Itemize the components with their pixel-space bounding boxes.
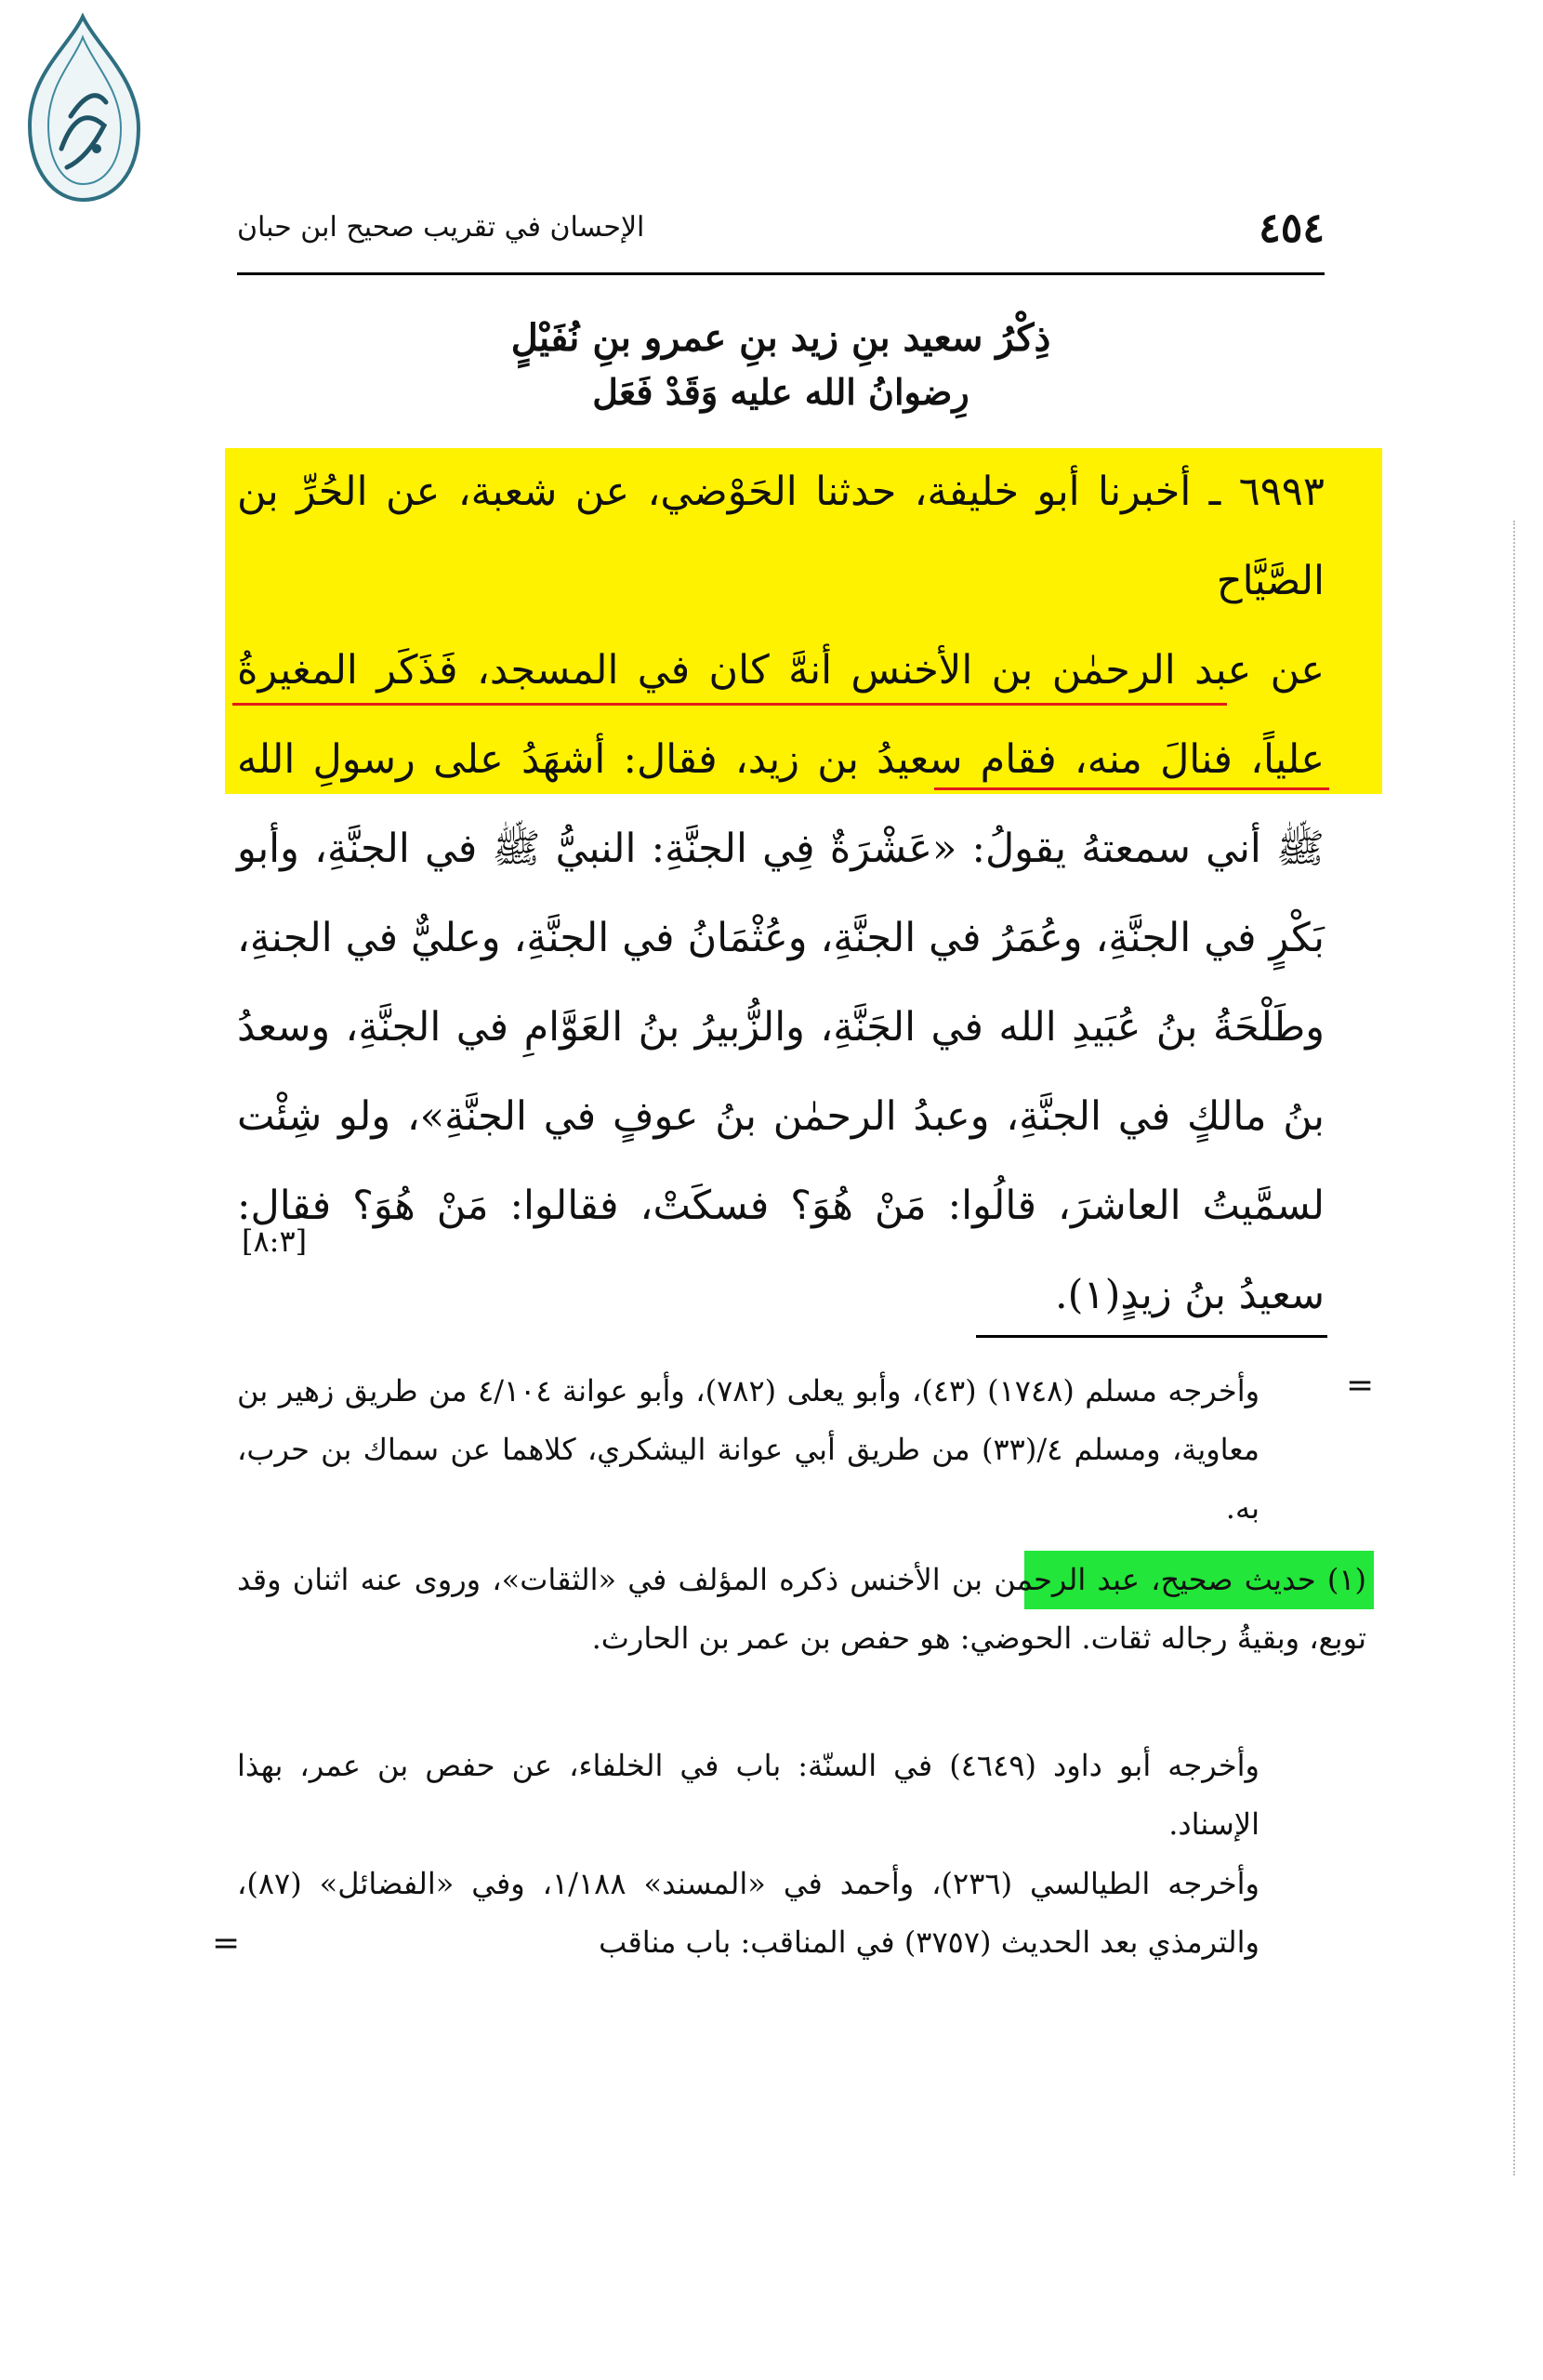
page-edge-mark [1513, 521, 1515, 2175]
footnote-separator [976, 1335, 1327, 1338]
section-title-line2: رِضوانُ الله عليه وَقَدْ فَعَل [592, 371, 969, 413]
hadith-matn: عن عبد الرحمٰن بن الأخنس أنهَّ كان في المسجد، فَذَكَر المغيرةُ علياً، فنالَ منه، فقام سعيدُ بن زيد، فقال: أشهَدُ على رسولِ الله ﷺ أني سمعتهُ يقولُ: «عَشْرَةٌ فِي الجنَّةِ: النبيُّ ﷺ في الجنَّةِ، وأبو بَكْرٍ في الجنَّةِ، وعُمَرُ في الجنَّةِ، وعُثْمَانُ في الجنَّةِ، وعليٌّ في الجنةِ، وطَلْحَةُ بنُ عُبَيدِ الله في الجَنَّةِ، والزُّبيرُ بنُ العَوَّامِ في الجنَّةِ، وسعدُ بنُ مالكٍ في الجنَّةِ، وعبدُ الرحمٰن بنُ عوفٍ في الجنَّةِ»، ولو شِئْت لسمَّيتُ العاشرَ، قالُوا: مَنْ هُوَ؟ فسكَتْ، فقالوا: مَنْ هُوَ؟ فقال: سعيدُ بنُ زيدٍ(١). [237, 647, 1325, 1318]
footnote-continuation: وأخرجه مسلم (١٧٤٨) (٤٣)، وأبو يعلى (٧٨٢)، وأبو عوانة ٤/١٠٤ من طريق زهير بن معاوية، ومسلم ٤/(٣٣) من طريق أبي عوانة اليشكري، كلاهما عن سماك بن حرب، به. [237, 1373, 1260, 1526]
running-header [237, 200, 1325, 270]
header-rule [237, 272, 1325, 275]
book-title: الإحسان في تقريب صحيح ابن حبان [237, 211, 645, 244]
page [237, 200, 1325, 1340]
page-number: ٤٥٤ [1259, 205, 1325, 252]
footnote-3: وأخرجه الطيالسي (٢٣٦)، وأحمد في «المسند» ١/١٨٨، وفي «الفضائل» (٨٧)، والترمذي بعد الحديث (٣٧٥٧) في المناقب: باب مناقب [237, 1866, 1260, 1960]
section-title [237, 311, 1325, 419]
section-title-line1: ذِكْرُ سعيد بنِ زيد بنِ عمرو بنِ نُفَيْلٍ [510, 316, 1051, 360]
footnote-2: وأخرجه أبو داود (٤٦٤٩) في السنّة: باب في الخلفاء، عن حفص بن عمر، بهذا الإسناد. [237, 1748, 1260, 1842]
volume-reference: [٨:٣] [242, 1223, 308, 1259]
hadith-text [237, 447, 1325, 1340]
continuation-mark-top: = [1346, 1367, 1375, 1405]
continuation-mark-bottom: = [212, 1924, 241, 1963]
publisher-logo [13, 9, 152, 209]
footnote-1: (١) حديث صحيح، عبد الرحمن بن الأخنس ذكره المؤلف في «الثقات»، وروى عنه اثنان وقد توبع، وبقيةُ رجاله ثقات. الحوضي: هو حفص بن عمر بن الحارث. [237, 1562, 1366, 1656]
hadith-isnad: ٦٩٩٣ ـ أخبرنا أبو خليفة، حدثنا الحَوْضي، عن شعبة، عن الحُرِّ بن الصَّيَّاح [237, 469, 1325, 604]
